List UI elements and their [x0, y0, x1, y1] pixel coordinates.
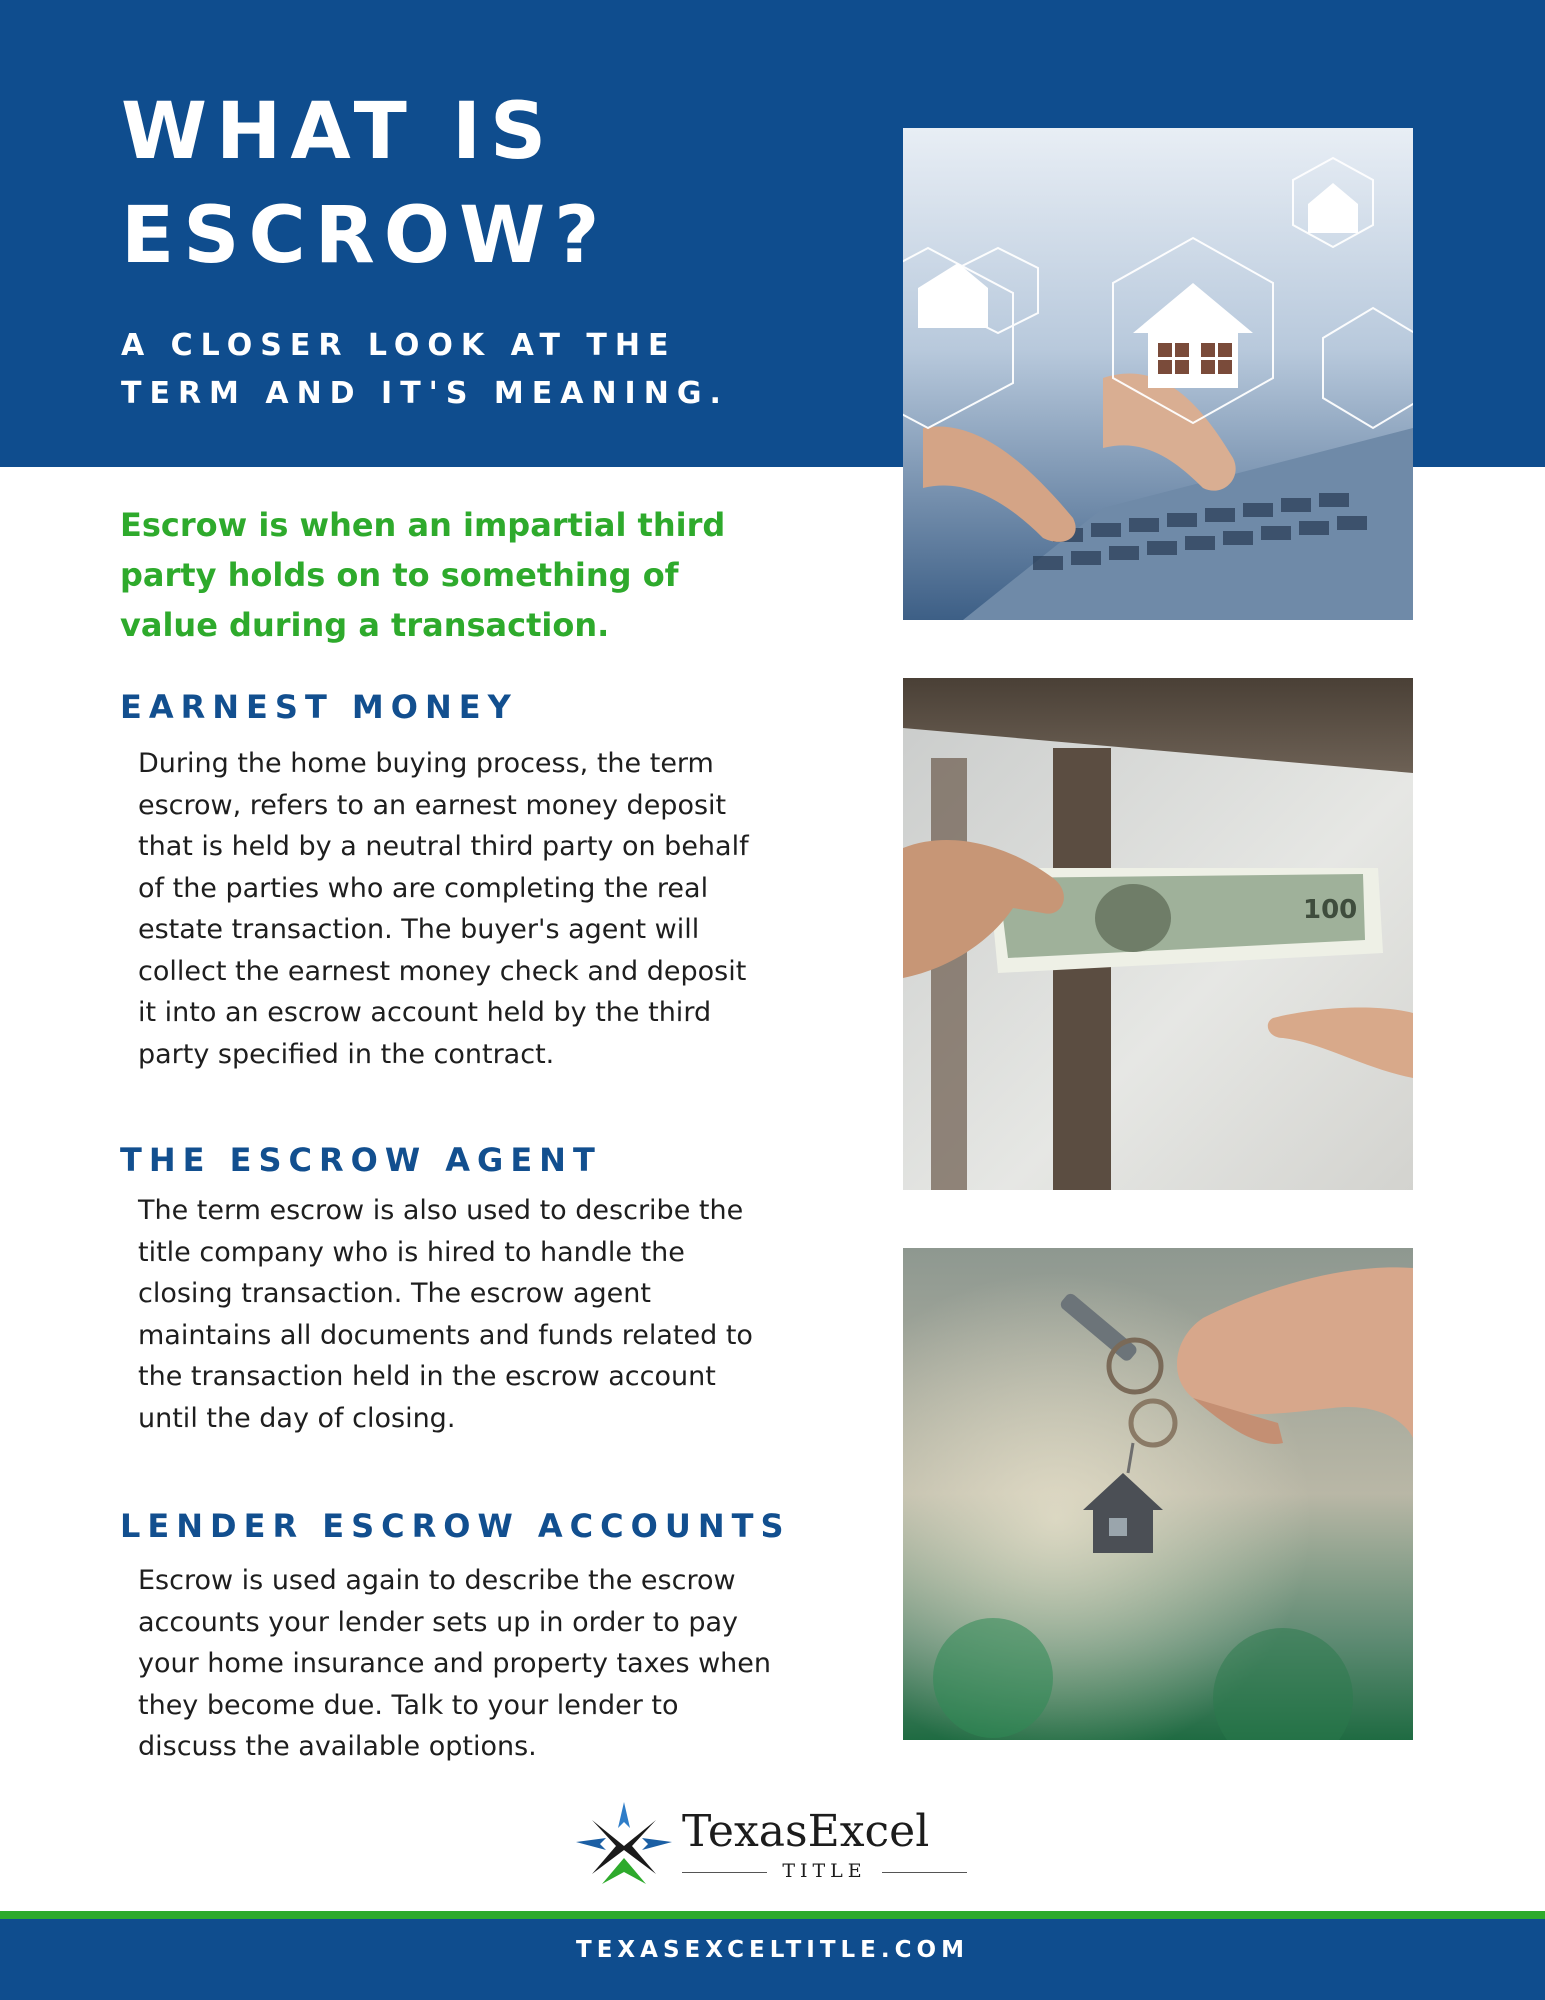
body-line: that is held by a neutral third party on behalf	[138, 831, 749, 862]
photo-house-keychain	[903, 1248, 1413, 1740]
body-line: During the home buying process, the term	[138, 748, 714, 779]
section-body-earnest-money	[138, 743, 838, 1075]
body-line: escrow, refers to an earnest money deposit	[138, 789, 727, 821]
logo-subline	[682, 1860, 967, 1884]
photo-cash-handoff	[903, 678, 1413, 1190]
body-line: title company who is hired to handle the	[138, 1236, 685, 1268]
section-heading-earnest-money: EARNEST MONEY	[120, 688, 518, 726]
intro-statement	[120, 500, 760, 650]
body-line: of the parties who are completing the real	[138, 872, 709, 904]
photo-laptop-house-icons	[903, 128, 1413, 620]
body-line: estate transaction. The buyer's agent will	[138, 914, 700, 945]
footer-website-link[interactable]: TEXASEXCELTITLE.COM	[576, 1937, 969, 1963]
body-line: collect the earnest money check and deposit	[138, 955, 747, 987]
body-line: until the day of closing.	[138, 1402, 456, 1434]
intro-line-3: value during a transaction.	[120, 606, 610, 644]
section-body-lender-escrow	[138, 1560, 838, 1768]
texas-excel-title-logo	[572, 1798, 972, 1890]
logo-sub-word: TITLE	[782, 1860, 867, 1882]
page-subtitle-line-1: A CLOSER LOOK AT THE	[121, 328, 677, 363]
logo-rule-right	[882, 1872, 967, 1873]
body-line: Escrow is used again to describe the escrow	[138, 1565, 736, 1596]
banknote-denomination: 100	[1303, 895, 1358, 925]
body-line: your home insurance and property taxes when	[138, 1648, 772, 1679]
page-title-line-2: ESCROW?	[121, 191, 609, 281]
body-line: discuss the available options.	[138, 1731, 537, 1762]
footer-green-stripe	[0, 1911, 1545, 1919]
body-line: the transaction held in the escrow account	[138, 1361, 716, 1392]
cash-handoff-photo	[903, 678, 1413, 1190]
body-line: they become due. Talk to your lender to	[138, 1689, 679, 1721]
logo-wordmark: TexasExcel	[682, 1806, 930, 1857]
page-subtitle	[121, 322, 821, 418]
body-line: accounts your lender sets up in order to pay	[138, 1606, 739, 1638]
body-line: maintains all documents and funds related to	[138, 1319, 753, 1351]
body-line: closing transaction. The escrow agent	[138, 1278, 651, 1309]
section-body-escrow-agent	[138, 1190, 838, 1439]
intro-line-1: Escrow is when an impartial third	[120, 506, 726, 544]
intro-line-2: party holds on to something of	[120, 556, 679, 594]
page-title-line-1: WHAT IS	[121, 87, 556, 177]
star-x-logo-icon	[572, 1798, 677, 1890]
body-line: it into an escrow account held by the third	[138, 997, 712, 1028]
body-line: The term escrow is also used to describe the	[138, 1195, 744, 1226]
section-heading-lender-escrow: LENDER ESCROW ACCOUNTS	[120, 1507, 791, 1545]
laptop-with-house-icons-photo	[903, 128, 1413, 620]
page-title	[121, 80, 821, 288]
section-heading-escrow-agent: THE ESCROW AGENT	[120, 1141, 602, 1179]
page-subtitle-line-2: TERM AND IT'S MEANING.	[121, 376, 729, 411]
body-line: party specified in the contract.	[138, 1038, 555, 1070]
house-keychain-photo	[903, 1248, 1413, 1740]
